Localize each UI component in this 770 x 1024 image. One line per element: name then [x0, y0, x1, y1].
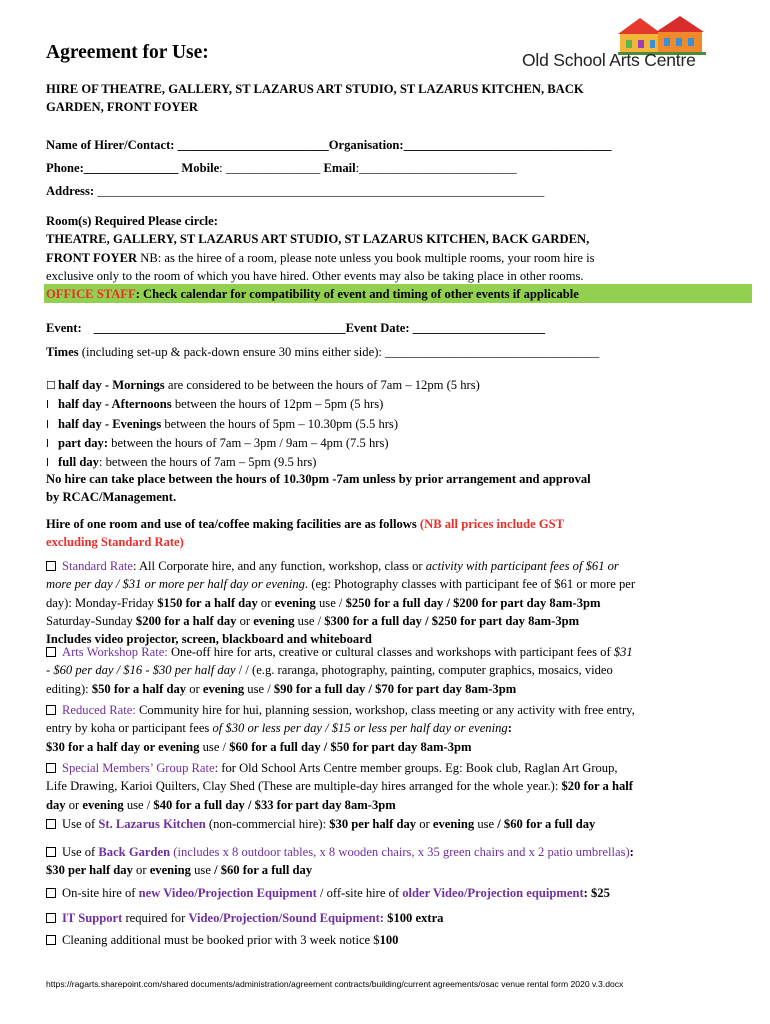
email-label: Email [323, 161, 356, 175]
video-checkbox[interactable] [46, 888, 56, 898]
logo-text: Old School Arts Centre [522, 50, 696, 70]
email-field: :_________________________ [355, 161, 517, 175]
page-title: Agreement for Use: [46, 42, 209, 63]
footer-path: https://ragarts.sharepoint.com/shared documents/administration/agreement contracts/building/current agreements/osac venue rental form 2020 v.3.docx [46, 979, 624, 989]
phone-row[interactable] [46, 159, 726, 177]
times-field: (including set-up & pack-down ensure 30 mins either side): __________________________________ [78, 345, 600, 359]
rates-intro: Hire of one room and use of tea/coffee making facilities are as follows (NB all prices include GST excluding Standard Rate) [46, 517, 565, 550]
reduced-rate-checkbox[interactable] [46, 705, 56, 715]
phone-field: Phone:_______________ [46, 161, 179, 175]
standard-rate: Standard Rate: All Corporate hire, and any function, workshop, class or activity with participant fees of $61 or more per day / $31 or more per half day or evening. (eg: Photography classes with participant fee of $61 or more per day): Monday-Friday $150 for a half day or evening use / $250 for a full day / $200 for part day 8am-3pm Saturday-Sunday $200 for a half day or evening use / $300 for a full day / $250 for part day 8am-3pm Includes video projector, screen, blackboard and whiteboard [46, 559, 636, 647]
periods-list [46, 376, 726, 472]
address-field: _______________________________________________________________________ [94, 184, 545, 198]
address-row[interactable]: Address: _______________________________________________________________________ [46, 184, 545, 198]
event-date-field: Event Date: _____________________ [345, 321, 545, 335]
video-option: On-site hire of new Video/Projection Equipment / off-site hire of older Video/Projection equipment: $25 [46, 884, 726, 902]
arts-rate-checkbox[interactable] [46, 647, 56, 657]
members-rate: Special Members’ Group Rate: for Old School Arts Centre member groups. Eg: Book club, Raglan Art Group, Life Drawing, Karioi Quilters, Clay Shed (These are multiple-day hires arranged for the whole year.): $20 for a half day or evening use / $40 for a full day / $33 for part day 8am-3pm [46, 761, 633, 812]
it-support-option: IT Support required for Video/Projection/Sound Equipment: $100 extra [46, 909, 726, 927]
members-rate-checkbox[interactable] [46, 763, 56, 773]
period-item: l half day - Afternoons between the hours of 12pm – 5pm (5 hrs) [46, 397, 384, 412]
garden-checkbox[interactable] [46, 847, 56, 857]
period-item: ☐ half day - Mornings are considered to be between the hours of 7am – 12pm (5 hrs) [46, 378, 480, 392]
reduced-rate: Reduced Rate: Community hire for hui, planning session, workshop, class meeting or any activity with free entry, entry by koha or participant fees of $30 or less per day / $15 or less per half day or evening: $30 for a half day or evening use / $60 for a full day / $50 for part day 8am-3pm [46, 703, 635, 754]
hire-heading: HIRE OF THEATRE, GALLERY, ST LAZARUS ART STUDIO, ST LAZARUS KITCHEN, BACK GARDEN, FRONT FOYER [46, 82, 584, 115]
cleaning-checkbox[interactable] [46, 935, 56, 945]
event-row[interactable]: Event: ________________________________________Event Date: _____________________ [46, 321, 545, 335]
kitchen-checkbox[interactable] [46, 819, 56, 829]
it-support-checkbox[interactable] [46, 913, 56, 923]
cleaning-option: Cleaning additional must be booked prior with 3 week notice $100 [46, 931, 726, 949]
standard-rate-checkbox[interactable] [46, 561, 56, 571]
name-org-row[interactable] [46, 136, 726, 154]
period-item: l part day: between the hours of 7am – 3pm / 9am – 4pm (7.5 hrs) [46, 435, 389, 450]
event-field: ________________________________________ [93, 321, 346, 335]
mobile-field: : _______________ [219, 161, 321, 175]
times-row[interactable]: Times (including set-up & pack-down ensure 30 mins either side): __________________________________ [46, 345, 600, 359]
arts-workshop-rate: Arts Workshop Rate: One-off hire for arts, creative or cultural classes and workshops with participant fees of $31 - $60 per day / $16 - $30 per half day / / (e.g. raranga, photography, painting, computer graphics, mosaics, video editing): $50 for a half day or evening use / $90 for a full day / $70 for part day 8am-3pm [46, 645, 633, 696]
name-field: Name of Hirer/Contact: ________________________ [46, 138, 329, 152]
period-item: l half day - Evenings between the hours of 5pm – 10.30pm (5.5 hrs) [46, 416, 399, 431]
kitchen-option: Use of St. Lazarus Kitchen (non-commercial hire): $30 per half day or evening use / $60 for a full day [46, 815, 726, 833]
organisation-field: Organisation:_________________________________ [328, 138, 612, 152]
period-item: l full day: between the hours of 7am – 5pm (9.5 hrs) [46, 455, 317, 470]
rooms-section: Room(s) Required Please circle: THEATRE, GALLERY, ST LAZARUS ART STUDIO, ST LAZARUS KITCHEN, BACK GARDEN, FRONT FOYER NB: as the hiree of a room, please note unless you book multiple rooms, your room hire is exclusive only to the room of which you have hired. Other events may also be taking place in other rooms. [46, 212, 726, 285]
rooms-list[interactable]: THEATRE, GALLERY, ST LAZARUS ART STUDIO, ST LAZARUS KITCHEN, BACK GARDEN, [46, 232, 590, 247]
garden-option: Use of Back Garden (includes x 8 outdoor tables, x 8 wooden chairs, x 35 green chairs and x 2 patio umbrellas): $30 per half day or evening use / $60 for a full day [46, 845, 634, 878]
office-staff-note: OFFICE STAFF: Check calendar for compatibility of event and timing of other events if applicable [46, 287, 579, 301]
mobile-label: Mobile [181, 161, 220, 175]
no-hire-note: No hire can take place between the hours of 10.30pm -7am unless by prior arrangement and approval by RCAC/Management. [46, 472, 591, 505]
